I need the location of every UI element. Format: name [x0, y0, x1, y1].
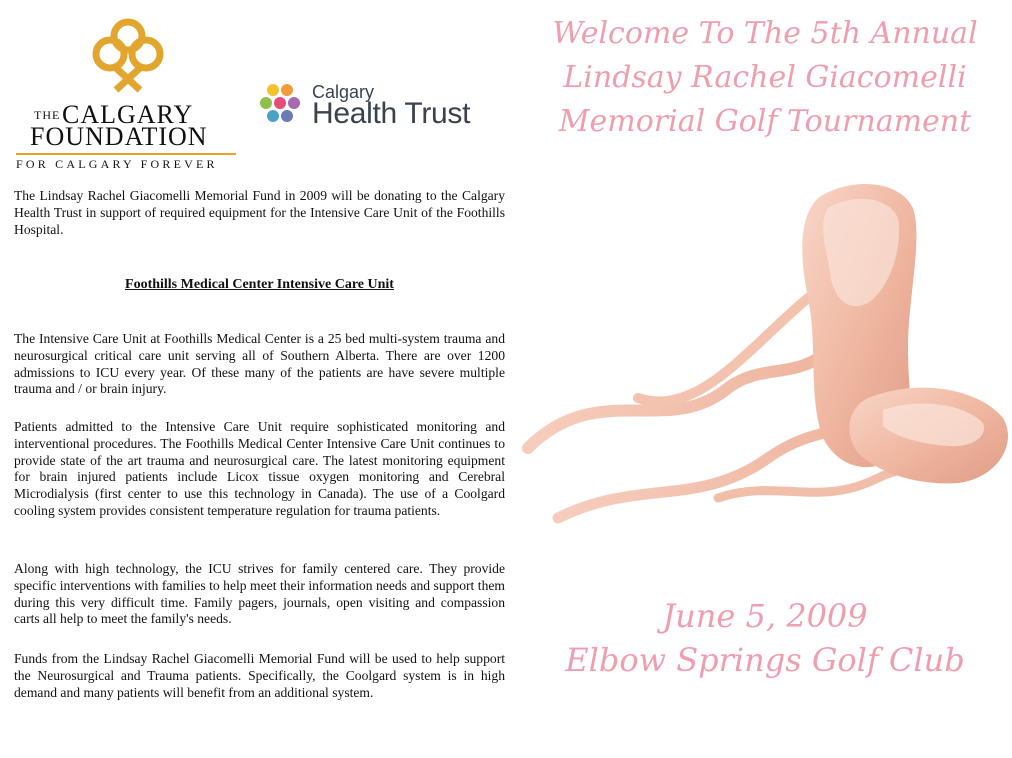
- event-venue: Elbow Springs Golf Club: [565, 641, 965, 679]
- calgary-foundation-tagline: FOR CALGARY FOREVER: [16, 157, 218, 171]
- health-trust-word-calgary: Calgary: [312, 82, 375, 102]
- calgary-foundation-logo: [14, 16, 236, 176]
- intro-paragraph: The Lindsay Rachel Giacomelli Memorial Fund in 2009 will be donating to the Calgary Health Trust in support of required equipment for the Intensive Care Unit of the Foothills Hospital.: [14, 188, 505, 237]
- right-column: [518, 0, 1012, 758]
- calgary-foundation-word-calgary: CALGARY: [62, 100, 194, 129]
- ballet-pointe-shoes-illustration: [518, 178, 1012, 568]
- funds-paragraph: Funds from the Lindsay Rachel Giacomelli Memorial Fund will be used to help support the Neurosurgical and Trauma patients. Specifically, the Coolgard system is in high demand and many patients will benefit from an additional system.: [14, 651, 505, 700]
- welcome-title: [518, 12, 1012, 144]
- event-details: [518, 594, 1012, 682]
- welcome-line-1: Welcome To The 5th Annual: [552, 16, 978, 51]
- welcome-line-3: Memorial Golf Tournament: [558, 104, 972, 139]
- event-date: June 5, 2009: [662, 597, 868, 635]
- logo-divider: [16, 153, 236, 155]
- hexagon-cluster-icon: [258, 82, 304, 128]
- quatrefoil-knot-icon: [88, 16, 168, 96]
- family-care-paragraph: Along with high technology, the ICU strives for family centered care. They provide specific interventions with families to help meet their information needs and support them during this very difficult time. Family pagers, journals, open visiting and compassion carts all help to meet the family's needs.: [14, 561, 505, 627]
- calgary-foundation-word-foundation: FOUNDATION: [30, 122, 208, 151]
- monitoring-paragraph: Patients admitted to the Intensive Care Unit require sophisticated monitoring and interventional procedures. The Foothills Medical Center Intensive Care Unit continues to provide state of the art trauma and neurosurgical care. The latest monitoring equipment for brain injured patients include Licox tissue oxygen monitoring and Cerebral Microdialysis (first center to use this technology in Canada). The use of a Coolgard cooling system provides consistent temperature regulation for trauma patients.: [14, 419, 505, 518]
- icu-overview-paragraph: The Intensive Care Unit at Foothills Medical Center is a 25 bed multi-system trauma and neurosurgical critical care unit serving all of Southern Alberta. There are over 1200 admissions to ICU every year. Of these many of the patients are have severe multiple trauma and / or brain injury.: [14, 331, 505, 397]
- calgary-foundation-word-the: THE: [34, 108, 61, 122]
- section-heading: Foothills Medical Center Intensive Care Unit: [125, 277, 394, 292]
- welcome-line-2: Lindsay Rachel Giacomelli: [563, 60, 967, 95]
- calgary-health-trust-logo: [258, 82, 488, 130]
- health-trust-word-health-trust: Health Trust: [312, 97, 471, 130]
